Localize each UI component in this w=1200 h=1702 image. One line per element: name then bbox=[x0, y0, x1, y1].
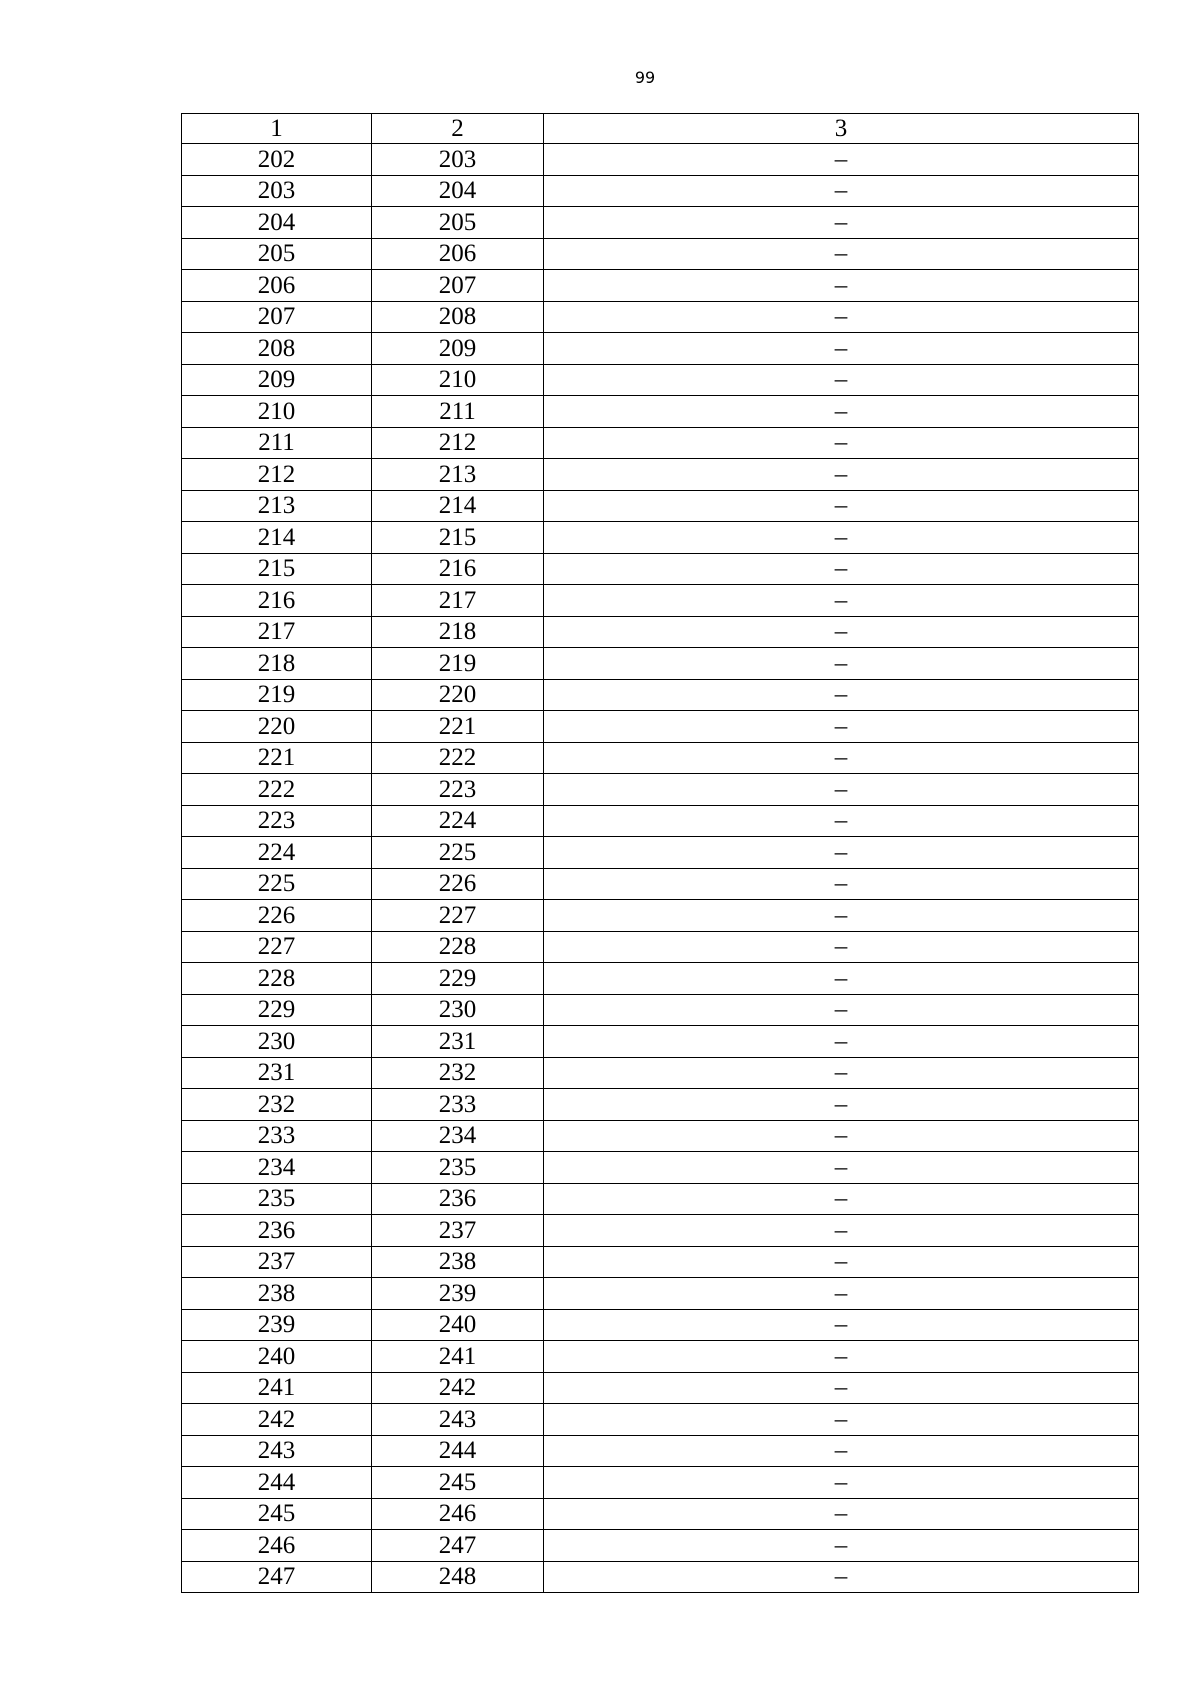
table-cell-col-1: 217 bbox=[182, 616, 372, 648]
table-cell-col-1: 223 bbox=[182, 805, 372, 837]
table-cell-col-1: 233 bbox=[182, 1120, 372, 1152]
table-cell-col-2: 240 bbox=[372, 1309, 544, 1341]
table-row bbox=[182, 1246, 1139, 1278]
table-row bbox=[182, 522, 1139, 554]
table-row bbox=[182, 774, 1139, 806]
table-row bbox=[182, 1498, 1139, 1530]
table-row bbox=[182, 238, 1139, 270]
table-cell-col-2: 221 bbox=[372, 711, 544, 743]
table-cell-col-1: 247 bbox=[182, 1561, 372, 1593]
table-cell-col-2: 219 bbox=[372, 648, 544, 680]
table-cell-col-3: – bbox=[544, 490, 1139, 522]
table-cell-col-2: 205 bbox=[372, 207, 544, 239]
table-cell-col-2: 204 bbox=[372, 175, 544, 207]
table-cell-col-3: – bbox=[544, 553, 1139, 585]
table-row bbox=[182, 585, 1139, 617]
table-cell-col-1: 207 bbox=[182, 301, 372, 333]
table-cell-col-1: 246 bbox=[182, 1530, 372, 1562]
table-cell-col-1: 237 bbox=[182, 1246, 372, 1278]
table-cell-col-2: 206 bbox=[372, 238, 544, 270]
table-cell-col-3: – bbox=[544, 585, 1139, 617]
table-cell-col-2: 225 bbox=[372, 837, 544, 869]
table-cell-col-1: 245 bbox=[182, 1498, 372, 1530]
table-cell-col-1: 215 bbox=[182, 553, 372, 585]
table-cell-col-3: – bbox=[544, 648, 1139, 680]
table-cell-col-2: 232 bbox=[372, 1057, 544, 1089]
data-table bbox=[181, 113, 1139, 1593]
table-cell-col-1: 204 bbox=[182, 207, 372, 239]
table-cell-col-3: – bbox=[544, 805, 1139, 837]
table-cell-col-2: 229 bbox=[372, 963, 544, 995]
table-cell-col-1: 206 bbox=[182, 270, 372, 302]
table-cell-col-3: – bbox=[544, 900, 1139, 932]
table-cell-col-1: 221 bbox=[182, 742, 372, 774]
table-cell-col-2: 222 bbox=[372, 742, 544, 774]
table-cell-col-3: – bbox=[544, 427, 1139, 459]
table-row bbox=[182, 994, 1139, 1026]
table-cell-col-2: 209 bbox=[372, 333, 544, 365]
table-cell-col-1: 238 bbox=[182, 1278, 372, 1310]
table-cell-col-2: 211 bbox=[372, 396, 544, 428]
table-cell-col-3: – bbox=[544, 931, 1139, 963]
table-row bbox=[182, 616, 1139, 648]
table-cell-col-2: 208 bbox=[372, 301, 544, 333]
table-cell-col-1: 241 bbox=[182, 1372, 372, 1404]
table-cell-col-1: 235 bbox=[182, 1183, 372, 1215]
table-cell-col-3: – bbox=[544, 994, 1139, 1026]
table-cell-col-1: 232 bbox=[182, 1089, 372, 1121]
table-row bbox=[182, 1152, 1139, 1184]
table-cell-col-1: 220 bbox=[182, 711, 372, 743]
table-cell-col-3: – bbox=[544, 679, 1139, 711]
table-cell-col-2: 223 bbox=[372, 774, 544, 806]
table-cell-col-3: – bbox=[544, 1309, 1139, 1341]
table-cell-col-2: 243 bbox=[372, 1404, 544, 1436]
table-cell-col-1: 212 bbox=[182, 459, 372, 491]
table-cell-col-3: – bbox=[544, 175, 1139, 207]
table-cell-col-3: – bbox=[544, 1372, 1139, 1404]
table-cell-col-3: – bbox=[544, 742, 1139, 774]
table-cell-col-1: 209 bbox=[182, 364, 372, 396]
table-row bbox=[182, 805, 1139, 837]
table-cell-col-1: 230 bbox=[182, 1026, 372, 1058]
table-cell-col-1: 219 bbox=[182, 679, 372, 711]
table-cell-col-1: 236 bbox=[182, 1215, 372, 1247]
table-row bbox=[182, 333, 1139, 365]
table-cell-col-3: – bbox=[544, 1152, 1139, 1184]
column-header-2: 2 bbox=[372, 114, 544, 144]
table-cell-col-3: – bbox=[544, 207, 1139, 239]
table-row bbox=[182, 1467, 1139, 1499]
table-cell-col-2: 248 bbox=[372, 1561, 544, 1593]
table-row bbox=[182, 553, 1139, 585]
table-cell-col-2: 203 bbox=[372, 144, 544, 176]
table-cell-col-2: 228 bbox=[372, 931, 544, 963]
table-cell-col-1: 226 bbox=[182, 900, 372, 932]
table-cell-col-2: 242 bbox=[372, 1372, 544, 1404]
table-cell-col-1: 205 bbox=[182, 238, 372, 270]
table-cell-col-3: – bbox=[544, 333, 1139, 365]
table-cell-col-2: 218 bbox=[372, 616, 544, 648]
table-row bbox=[182, 1057, 1139, 1089]
table-cell-col-2: 247 bbox=[372, 1530, 544, 1562]
column-header-1: 1 bbox=[182, 114, 372, 144]
table-row bbox=[182, 1561, 1139, 1593]
table-row bbox=[182, 1341, 1139, 1373]
table-cell-col-1: 213 bbox=[182, 490, 372, 522]
table-cell-col-3: – bbox=[544, 1215, 1139, 1247]
table-row bbox=[182, 1435, 1139, 1467]
table-cell-col-2: 212 bbox=[372, 427, 544, 459]
table-body bbox=[182, 114, 1139, 1593]
table-row bbox=[182, 711, 1139, 743]
table-cell-col-2: 231 bbox=[372, 1026, 544, 1058]
table-row bbox=[182, 1372, 1139, 1404]
table-cell-col-1: 214 bbox=[182, 522, 372, 554]
table-cell-col-2: 224 bbox=[372, 805, 544, 837]
table-cell-col-3: – bbox=[544, 1089, 1139, 1121]
table-row bbox=[182, 459, 1139, 491]
table-row bbox=[182, 900, 1139, 932]
table-cell-col-2: 210 bbox=[372, 364, 544, 396]
table-cell-col-3: – bbox=[544, 616, 1139, 648]
table-header-row bbox=[182, 114, 1139, 144]
table-cell-col-3: – bbox=[544, 364, 1139, 396]
table-cell-col-2: 235 bbox=[372, 1152, 544, 1184]
table-cell-col-1: 227 bbox=[182, 931, 372, 963]
table-cell-col-1: 243 bbox=[182, 1435, 372, 1467]
table-row bbox=[182, 1120, 1139, 1152]
column-header-3: 3 bbox=[544, 114, 1139, 144]
table-cell-col-1: 229 bbox=[182, 994, 372, 1026]
table-cell-col-2: 236 bbox=[372, 1183, 544, 1215]
table-cell-col-3: – bbox=[544, 868, 1139, 900]
table-cell-col-2: 216 bbox=[372, 553, 544, 585]
table-row bbox=[182, 1089, 1139, 1121]
table-cell-col-3: – bbox=[544, 144, 1139, 176]
table-cell-col-1: 225 bbox=[182, 868, 372, 900]
table-cell-col-1: 211 bbox=[182, 427, 372, 459]
table-row bbox=[182, 301, 1139, 333]
table-row bbox=[182, 427, 1139, 459]
table-cell-col-1: 216 bbox=[182, 585, 372, 617]
table-cell-col-2: 244 bbox=[372, 1435, 544, 1467]
table-cell-col-3: – bbox=[544, 1026, 1139, 1058]
table-cell-col-1: 202 bbox=[182, 144, 372, 176]
table-row bbox=[182, 648, 1139, 680]
table-cell-col-3: – bbox=[544, 1057, 1139, 1089]
table-cell-col-3: – bbox=[544, 1404, 1139, 1436]
table-row bbox=[182, 1309, 1139, 1341]
table-row bbox=[182, 1026, 1139, 1058]
table-cell-col-1: 203 bbox=[182, 175, 372, 207]
table-cell-col-2: 220 bbox=[372, 679, 544, 711]
table-cell-col-1: 222 bbox=[182, 774, 372, 806]
table-cell-col-2: 207 bbox=[372, 270, 544, 302]
table-cell-col-2: 214 bbox=[372, 490, 544, 522]
table-cell-col-3: – bbox=[544, 837, 1139, 869]
table-cell-col-3: – bbox=[544, 963, 1139, 995]
table-cell-col-3: – bbox=[544, 1530, 1139, 1562]
table-cell-col-3: – bbox=[544, 396, 1139, 428]
table-cell-col-3: – bbox=[544, 1246, 1139, 1278]
table-cell-col-2: 239 bbox=[372, 1278, 544, 1310]
table-row bbox=[182, 868, 1139, 900]
table-cell-col-3: – bbox=[544, 301, 1139, 333]
table-row bbox=[182, 931, 1139, 963]
table-cell-col-1: 240 bbox=[182, 1341, 372, 1373]
table-cell-col-3: – bbox=[544, 1561, 1139, 1593]
table-row bbox=[182, 1530, 1139, 1562]
table-row bbox=[182, 963, 1139, 995]
table-cell-col-3: – bbox=[544, 774, 1139, 806]
table-cell-col-2: 213 bbox=[372, 459, 544, 491]
table-cell-col-1: 218 bbox=[182, 648, 372, 680]
table-row bbox=[182, 144, 1139, 176]
table-cell-col-1: 228 bbox=[182, 963, 372, 995]
table-cell-col-1: 242 bbox=[182, 1404, 372, 1436]
table-row bbox=[182, 1215, 1139, 1247]
table-cell-col-2: 227 bbox=[372, 900, 544, 932]
table-cell-col-3: – bbox=[544, 1278, 1139, 1310]
table-row bbox=[182, 679, 1139, 711]
table-row bbox=[182, 175, 1139, 207]
table-cell-col-1: 208 bbox=[182, 333, 372, 365]
table-row bbox=[182, 396, 1139, 428]
table-row bbox=[182, 490, 1139, 522]
table-cell-col-2: 226 bbox=[372, 868, 544, 900]
table-cell-col-3: – bbox=[544, 1120, 1139, 1152]
table-cell-col-3: – bbox=[544, 1467, 1139, 1499]
table-cell-col-1: 231 bbox=[182, 1057, 372, 1089]
table-cell-col-2: 238 bbox=[372, 1246, 544, 1278]
table-row bbox=[182, 837, 1139, 869]
table-cell-col-2: 234 bbox=[372, 1120, 544, 1152]
table-cell-col-2: 233 bbox=[372, 1089, 544, 1121]
table-cell-col-1: 210 bbox=[182, 396, 372, 428]
table-cell-col-3: – bbox=[544, 270, 1139, 302]
table-cell-col-2: 246 bbox=[372, 1498, 544, 1530]
table-row bbox=[182, 270, 1139, 302]
table-cell-col-2: 241 bbox=[372, 1341, 544, 1373]
table-cell-col-1: 239 bbox=[182, 1309, 372, 1341]
table-cell-col-2: 217 bbox=[372, 585, 544, 617]
table-cell-col-3: – bbox=[544, 459, 1139, 491]
table-cell-col-3: – bbox=[544, 1498, 1139, 1530]
table-cell-col-3: – bbox=[544, 1435, 1139, 1467]
table-cell-col-1: 224 bbox=[182, 837, 372, 869]
table-row bbox=[182, 1404, 1139, 1436]
table-cell-col-1: 244 bbox=[182, 1467, 372, 1499]
table-cell-col-3: – bbox=[544, 1183, 1139, 1215]
table-cell-col-3: – bbox=[544, 522, 1139, 554]
table-row bbox=[182, 742, 1139, 774]
table-cell-col-2: 245 bbox=[372, 1467, 544, 1499]
table-cell-col-3: – bbox=[544, 1341, 1139, 1373]
page-number: 99 bbox=[634, 68, 656, 87]
table-cell-col-2: 215 bbox=[372, 522, 544, 554]
table-cell-col-1: 234 bbox=[182, 1152, 372, 1184]
table-row bbox=[182, 364, 1139, 396]
table-row bbox=[182, 1183, 1139, 1215]
table-row bbox=[182, 207, 1139, 239]
table-cell-col-2: 237 bbox=[372, 1215, 544, 1247]
table-cell-col-3: – bbox=[544, 711, 1139, 743]
table-row bbox=[182, 1278, 1139, 1310]
table-cell-col-3: – bbox=[544, 238, 1139, 270]
table-cell-col-2: 230 bbox=[372, 994, 544, 1026]
